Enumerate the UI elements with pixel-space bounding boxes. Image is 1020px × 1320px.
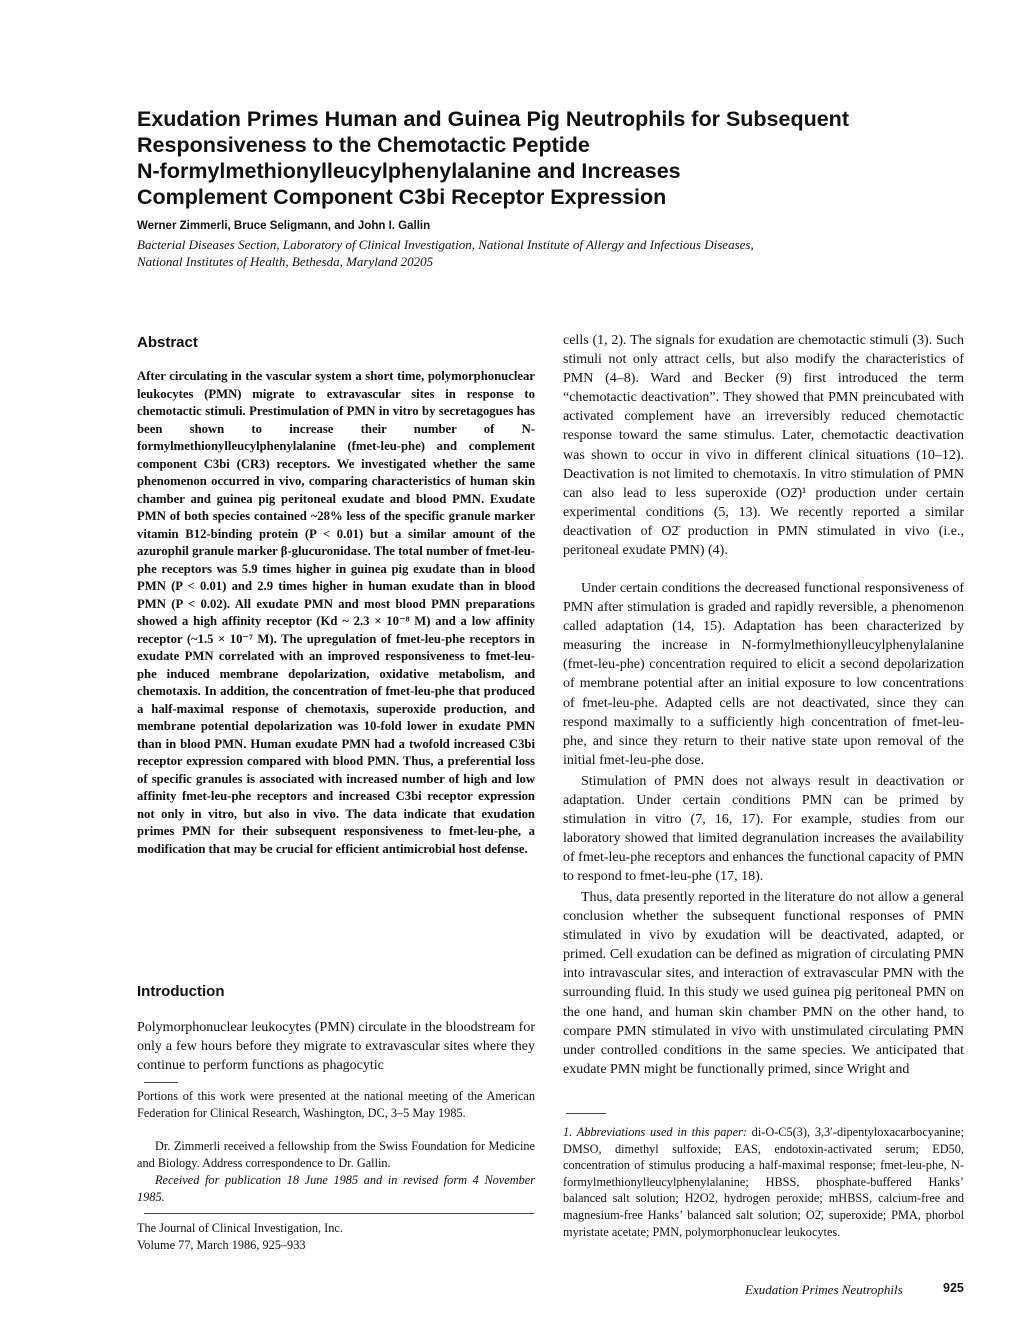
footnote-fellowship: Dr. Zimmerli received a fellowship from the Swiss Foundation for Medicine and Biology. Address correspondence to Dr. Gallin. xyxy=(137,1139,535,1170)
affiliation xyxy=(137,236,877,270)
abbreviation-rule xyxy=(566,1113,606,1114)
footnote-received: Received for publication 18 June 1985 and in revised form 4 November 1985. xyxy=(137,1173,535,1204)
introduction-heading: Introduction xyxy=(137,983,225,1000)
abstract-heading: Abstract xyxy=(137,334,198,351)
journal-rule xyxy=(144,1213,534,1214)
affiliation-line: National Institutes of Health, Bethesda, Maryland 20205 xyxy=(137,254,434,269)
abstract-text: After circulating in the vascular system a short time, polymorphonuclear leukocytes (PMN) migrate to extravascular sites in response to chemotactic stimuli. Prestimulation of PMN in vitro by secretagogues has been shown to increase their number of N-formylmethionylleucylphenylalanine (fmet-leu-phe) and complement component C3bi (CR3) receptors. We investigated whether the same phenomenon occurred in vivo, comparing characteristics of human skin chamber and guinea pig peritoneal exudate and blood PMN. Exudate PMN of both species contained ~28% less of the specific granule marker vitamin B12-binding protein (P < 0.01) but a similar amount of the azurophil granule marker β-glucuronidase. The total number of fmet-leu-phe receptors was 5.9 times higher in guinea pig exudate than in blood PMN (P < 0.01) and 2.9 times higher in human exudate than in blood PMN (P < 0.02). All exudate PMN and most blood PMN preparations showed a high affinity receptor (Kd ~ 2.3 × 10⁻⁸ M) and a low affinity receptor (~1.5 × 10⁻⁷ M). The upregulation of fmet-leu-phe receptors in exudate PMN correlated with an improved responsiveness to fmet-leu-phe induced membrane depolarization, oxidative metabolism, and chemotaxis. In addition, the concentration of fmet-leu-phe that produced a half-maximal response of chemotaxis, superoxide production, and membrane potential depolarization was 10-fold lower in exudate PMN than in blood PMN. Human exudate PMN had a twofold increased C3bi receptor expression compared with blood PMN. Thus, a preferential loss of specific granules is associated with increased number of high and low affinity fmet-leu-phe receptors and increased C3bi receptor expression not only in vitro, but also in vivo. The data indicate that exudation primes PMN for their subsequent responsiveness to fmet-leu-phe, a modification that may be crucial for efficient antimicrobial host defense. xyxy=(137,369,535,856)
introduction-right-paragraph-2: Under certain conditions the decreased functional responsiveness of PMN after stimulation is graded and rapidly reversible, a phenomenon called adaptation (14, 15). Adaptation has been characterized by measuring the increase in N-formylmethionylleucylphenylalanine (fmet-leu-phe) concentration required to elicit a second depolarization of membrane potential after an initial exposure to low concentrations of fmet-leu-phe. Adapted cells are not deactivated, since they can respond maximally to a sufficiently high concentration of fmet-leu-phe, and since they return to their native state upon removal of the initial fmet-leu-phe dose. xyxy=(563,581,964,768)
introduction-right-paragraph-3: Stimulation of PMN does not always result in deactivation or adaptation. Under certain conditions PMN can be primed by stimulation in vitro (7, 16, 17). For example, studies from our laboratory showed that limited degranulation increases the availability of fmet-leu-phe receptors and enhances the functional capacity of PMN to respond to fmet-leu-phe (17, 18). xyxy=(563,774,964,885)
affiliation-line: Bacterial Diseases Section, Laboratory of Clinical Investigation, National Institute of Allergy and Infectious Diseases, xyxy=(137,237,754,252)
abbreviations-text: di-O-C5(3), 3,3′-dipentyloxacarbocyanine; DMSO, dimethyl sulfoxide; EAS, endotoxin-activated serum; ED50, concentration of stimulus producing a half-maximal response; fmet-leu-phe, N-formylmethionylleucylphenylalanine; HBSS, phosphate-buffered Hanks’ balanced salt solution; H2O2, hydrogen peroxide; mHBSS, calcium-free and magnesium-free Hanks’ balanced salt solution; O2̄, superoxide; PMA, phorbol myristate acetate; PMN, polymorphonuclear leukocytes. xyxy=(563,1125,964,1239)
article-title xyxy=(137,106,917,210)
title-line: Complement Component C3bi Receptor Expression xyxy=(137,185,667,209)
journal-name: The Journal of Clinical Investigation, Inc. xyxy=(137,1221,343,1235)
abbreviations-label: 1. Abbreviations used in this paper: xyxy=(563,1125,747,1139)
footnote-abbreviations xyxy=(563,1124,964,1240)
footnote-presentation: Portions of this work were presented at the national meeting of the American Federation for Clinical Research, Washington, DC, 3–5 May 1985. xyxy=(137,1089,535,1120)
title-line: Responsiveness to the Chemotactic Peptide xyxy=(137,133,590,157)
introduction-left-paragraph: Polymorphonuclear leukocytes (PMN) circulate in the bloodstream for only a few hours before they migrate to extravascular sites where they continue to perform functions as phagocytic xyxy=(137,1020,535,1074)
journal-volume: Volume 77, March 1986, 925–933 xyxy=(137,1237,306,1252)
introduction-right-paragraph-1: cells (1, 2). The signals for exudation are chemotactic stimuli (3). Such stimuli not only attract cells, but also modify the characteristics of PMN (4–8). Ward and Becker (9) first introduced the term “chemotactic deactivation”. They showed that PMN preincubated with activated complement have an irreversibly reduced chemotactic response toward the same stimulus. Later, chemotactic deactivation was shown to occur in vivo in different clinical situations (10–12). Deactivation is not limited to chemotaxis. In vitro stimulation of PMN can also lead to less superoxide (O2̄)¹ production under certain experimental conditions (5, 13). We recently reported a similar deactivation of O2̄ production in PMN stimulated in vivo (i.e., peritoneal exudate PMN) (4). xyxy=(563,333,964,559)
running-title: Exudation Primes Neutrophils xyxy=(745,1282,903,1297)
journal-info xyxy=(137,1220,535,1253)
author-list: Werner Zimmerli, Bruce Seligmann, and John I. Gallin xyxy=(137,220,431,232)
page-number: 925 xyxy=(943,1281,964,1295)
title-line: N-formylmethionylleucylphenylalanine and Increases xyxy=(137,159,681,183)
footnote-rule xyxy=(144,1082,178,1083)
title-line: Exudation Primes Human and Guinea Pig Neutrophils for Subsequent xyxy=(137,107,849,131)
introduction-right-paragraph-4: Thus, data presently reported in the literature do not allow a general conclusion whether the subsequent functional responses of PMN stimulated in vivo by exudation will be deactivated, adapted, or primed. Cell exudation can be defined as migration of circulating PMN into intravascular sites, and interaction of extravascular PMN with the surrounding fluid. In this study we used guinea pig peritoneal PMN on the one hand, and human skin chamber PMN on the other hand, to compare PMN stimulated in vivo with unstimulated circulating PMN under controlled conditions in the same species. We anticipated that exudate PMN might be functionally primed, since Wright and xyxy=(563,890,964,1077)
